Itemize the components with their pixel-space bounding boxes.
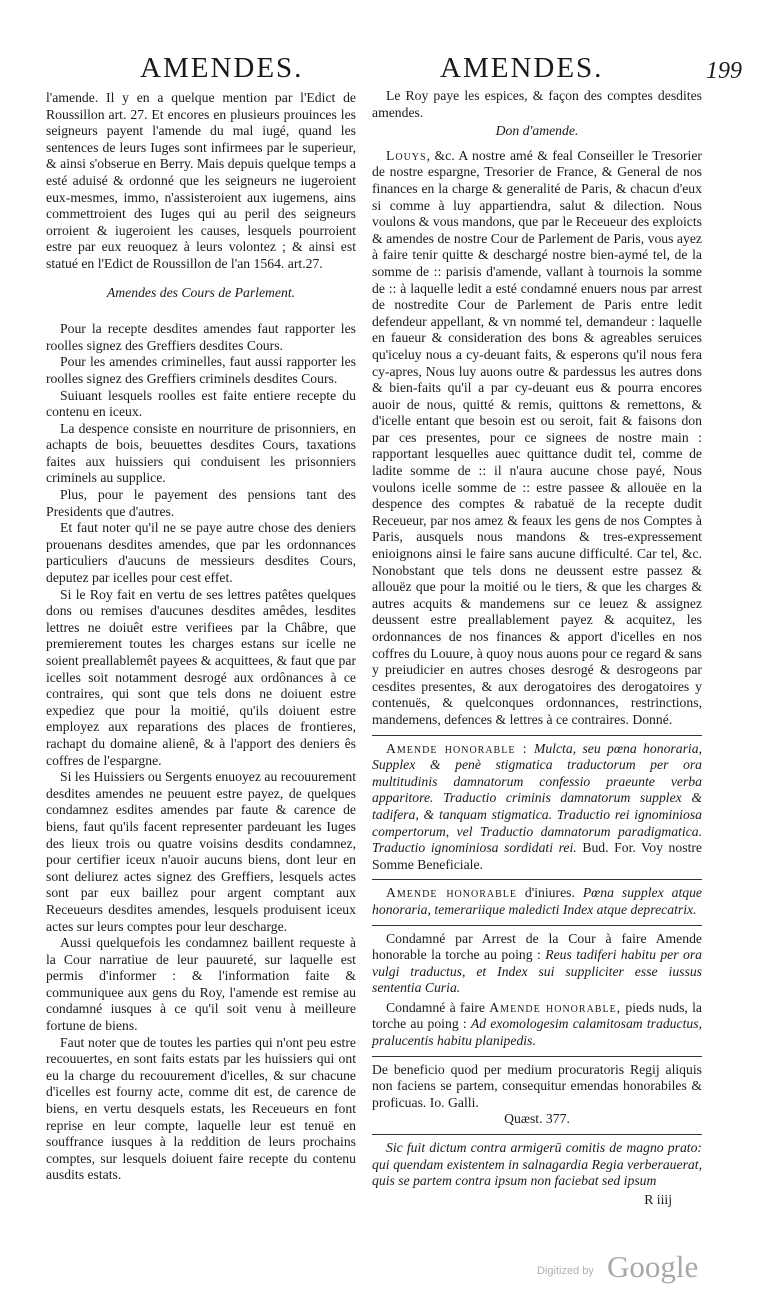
running-head-right: AMENDES. (440, 52, 604, 84)
paragraph: Pour la recepte desdites amendes faut rapporter les roolles signez des Greffiers desdites Cours. (46, 321, 356, 353)
paragraph: l'amende. Il y en a quelque mention par l'Edict de Roussillon art. 27. Et encores en plusieurs prouinces les seigneurs payent l'amende du mal iugé, quand les sentences de leurs Iuges sont infirmees par le superieur, & ainsi s'obserue en Berry. Mais depuis quelque temps a esté aduisé & ordonné que les seigneurs ne iugeroient eux-mesmes, immo, n'assisteroient aux iugemens, ains commettroient des Iuges qui au peril des seigneurs orroient & iugeroient les causes, lesquels pourroient estre par eux reuoquez à leurs volontez ; & ainsi est statué en l'Edict de Roussillon de l'an 1564. art.27. (46, 90, 356, 271)
paragraph: Le Roy paye les espices, & façon des comptes desdites amendes. (372, 88, 702, 120)
latin-text: Reus tadiferi habitu per ora vulgi traductus, et Index sui suppliciter esse iussus sententia Curia. (372, 947, 703, 996)
term-head: Amende honorable (386, 885, 517, 901)
definition-amende-honorable (372, 741, 702, 874)
paragraph: Aussi quelquefois les condamnez baillent requeste à la Cour narratiue de leur pauureté, sur laquelle est permis d'informer : & l'information faite & communiquee aux gens du Roy, l'amende est remise au condamné iusques à ce qu'il soit venu à meilleure fortune de biens. (46, 935, 356, 1034)
running-head-left: AMENDES. (140, 52, 304, 84)
term-head: Amende honorable : (386, 740, 528, 756)
paragraph: Si le Roy fait en vertu de ses lettres patêtes quelques dons ou remises d'aucunes desdites amêdes, lesdites lettres ne doiuêt estre verifiees par la Châbre, que premierement toutes les charges estans sur icelle ne soient preallablemêt payees & acquittees, & faut que par icelles soit notamment desrogé aux ordônances à ce contraires, qui sont que tels dons ne doiuent estre expediez que pour la moitié, qu'ils doiuent estre employez aux reparations des places de frontieres, rachapt du domaine alienê, & à l'apport des deniers ês coffres de l'espargne. (46, 586, 356, 768)
watermark-prefix: Digitized by (537, 1265, 594, 1277)
definition-injures (372, 885, 702, 918)
quaestio-ref: Quæst. 377. (504, 1111, 570, 1127)
paragraph: Pour les amendes criminelles, faut aussi rapporter les roolles signez des Greffiers criminels desdites Cours. (46, 354, 356, 386)
paragraph: Faut noter que de toutes les parties qui n'ont peu estre recouuertes, en sont faits estats par les huissiers qui ont eu la charge du recouurement d'icelles, & sur chacune d'icelles est fourny acte, comme dit est, de carence de biens, en vertu desquels estats, les Receueurs en font reprise en leur compte, laquelle leur est tenuë en souffrance iusques à la reddition de leurs prochains comptes, sur lesquels doiuent faire recepte du contenu ausdits estats. (46, 1034, 356, 1183)
reference-text: Bud. For. Voy nostre Somme Beneficiale. (372, 840, 703, 872)
page-header (0, 52, 769, 92)
paragraph: Plus, pour le payement des pensions tant des Presidents que d'autres. (46, 487, 356, 519)
google-logo: Google (607, 1249, 699, 1284)
latin-text: Pœna supplex atque honoraria, temerariique maledicti Index atque deprecatrix. (372, 885, 703, 917)
letter-paragraph (372, 148, 702, 729)
digitized-by-google-watermark (537, 1249, 727, 1289)
paragraph: Suiuant lesquels roolles est faite entiere recepte du contenu en iceux. (46, 387, 356, 420)
letter-opening-caps: Louys (386, 147, 427, 163)
divider (372, 735, 702, 736)
french-text: Condamné à faire (386, 999, 486, 1015)
definition-torche (372, 931, 702, 997)
signature-mark: R iiij (644, 1191, 672, 1207)
latin-text: Ad exomologesim calamitosam traductus, pralucentis habitu planipedis. (372, 1016, 702, 1049)
term-text: d'iniures. (524, 885, 575, 901)
latin-paragraph: Sic fuit dictum contra armigerū comitis de magno prato: qui quendam existentem in salnagardia Regia verberauerat, quis se partem contra ipsum non faciebat sed ipsum (372, 1140, 702, 1189)
divider (372, 879, 702, 880)
don-title: Don d'amende. (495, 123, 579, 139)
letter-text: , &c. A nostre amé & feal Conseiller le Tresorier de nostre espargne, Tresorier de France, & General de nos finances en la charge & generalité de Paris, & chacun d'eux si comme à luy appartiendra, salut & dilection. Nous voulons & vous mandons, que par le Receueur des exploicts & amendes de nostre Cour de Parlement de Paris, vous ayez à faire tenir quitte & deschargé nostre bien-aymé tel, de la somme de :: parisis d'amende, vallant à tournois la somme de :: à laquelle ledit a esté condamné enuers nous par arrest de nostredite Cour de Parlement de Paris entre ledit defendeur appellant, & vn nommé tel, demandeur : laquelle en faueur & consideration des bons & agreables seruices qu'iceluy nous a cy-deuant faits, & esperons qu'il nous fera cy-apres, Nous luy auons outre & pardessus les autres dons & bien-faits qu'il a par cy-deuant eus & pourra encores auoir de nous, quitté & remis, quittons & remettons, & d'icelle entant que besoin est ou seroit, fait & faisons don par ces presentes, pour ce signees de nostre main : rapportant lesquelles auec quittance dudit tel, comme de ladite somme de :: il n'aura aucune chose payé, Nous voulons icelle somme de :: estre passee & allouëe en la despence des comptes & rabatuë de la recepte dudit Receueur, par nos amez & feaux les gens de nos Comptes à Paris, ausquels nous mandons & tres-expressement enioignons ainsi le faire sans aucune difficulté. Car tel, &c. Nonobstant que tels dons ne deussent estre passez & allouëz que pour la moitié ou le tiers, & que les charges & autres acquits & mandemens sur ce leuez & assignez deussent estre preallablement payez & acquitez, les ordonnances de nos finances & apport d'icelles en nos coffres du Louure, à quoy nous auons pour ce regard & sans y preiudicier en autres choses desrogé & desrogeons par cesdites presentes, & aux derogatoires des derogatoires y contenuës, & quelconques ordonnances, restrinctions, mandemens, defences & lettres à ce contraires. Donné. (372, 147, 702, 727)
paragraph: Et faut noter qu'il ne se paye autre chose des deniers prouenans desdites amendes, que par les ordonnances particuliers d'aucuns de messieurs desdites Cours, deputez par icelles pour cest effet. (46, 520, 356, 586)
paragraph: La despence consiste en nourriture de prisonniers, en achapts de bois, beuuettes desdites Cours, taxations faites aux huissiers qui conduisent les prisonniers criminels au supplice. (46, 420, 356, 486)
french-text: Condamné par Arrest de la Cour à faire Amende honorable la torche au poing : (372, 930, 702, 963)
section-title: Amendes des Cours de Parlement. (106, 284, 296, 300)
right-column (372, 88, 702, 1208)
term-head: Amende honorable, (489, 999, 622, 1015)
page-number: 199 (706, 58, 742, 84)
paragraph: Si les Huissiers ou Sergents enuoyez au recouurement desdites amendes ne peuuent estre payez, de quelques condamnez esdites amendes par faute & carence de biens, faut qu'ils facent representer pardeuant les Iuges des lieux trois ou quatre voisins desdits condamnez, pour certifier iceux n'auoir aucuns biens, dont leur en sont deliurez actes signez des Greffiers, lesquels actes sont par eux baillez pour argent comptant aux Receueurs desdites amendes, lesquels produisent iceux actes sur leurs comptes pour leur descharge. (46, 769, 356, 934)
divider (372, 925, 702, 926)
left-column (46, 90, 356, 1184)
latin-text: Mulcta, seu pœna honoraria, Supplex & penè stigmatica traductorum per ora multitudinis damnatorum confessio praeunte verba apparitore. Traductio criminis damnatorum supplex & tadifera, & tanquam stigmatica. Traductio rei ignominiosa compertorum, vel Traductio damnatorum paradigmatica. Traductio ignominiosa sordidati rei. (372, 740, 702, 856)
beneficio-paragraph: De beneficio quod per medium procuratoris Regij aliquis non faciens se partem, consequitur emendas honorabiles & proficuas. Io. Galli. (372, 1061, 702, 1110)
french-text: pieds nuds, la torche au poing : (372, 999, 702, 1032)
definition-pieds-nuds (372, 1000, 702, 1050)
divider (372, 1056, 702, 1057)
divider (372, 1134, 702, 1135)
